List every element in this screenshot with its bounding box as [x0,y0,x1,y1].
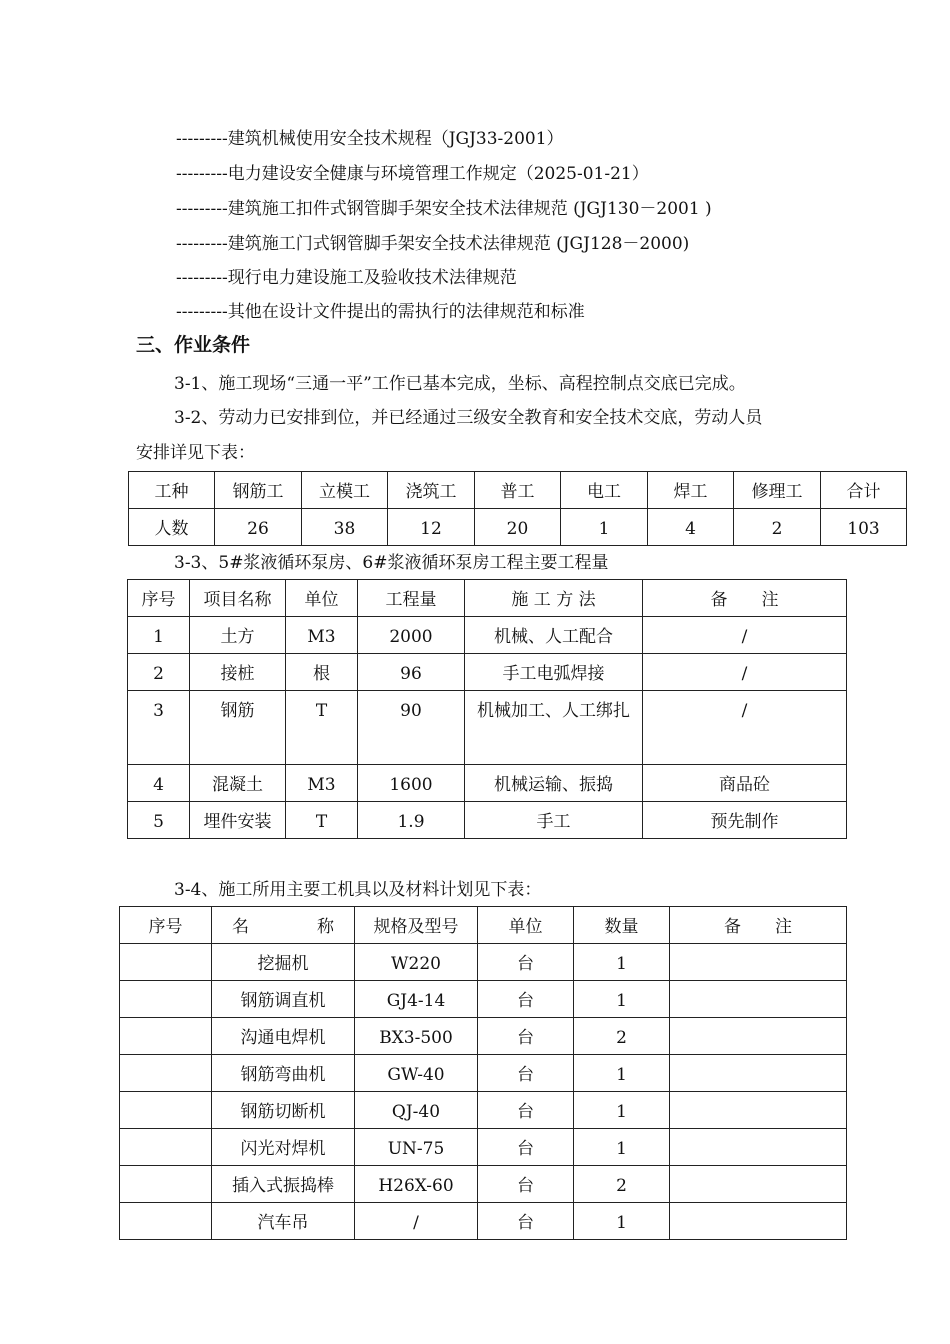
table-cell: 1 [574,1129,670,1166]
table-cell: 商品砼 [643,765,847,802]
table-cell: 台 [478,1166,574,1203]
table-cell: GJ4-14 [355,981,478,1018]
table-cell: 插入式振捣棒 [212,1166,355,1203]
table-cell: 1 [574,981,670,1018]
table-cell: 12 [388,509,475,546]
header-cell: 备 注 [670,907,847,944]
header-cell: 焊工 [648,472,734,509]
table-row [120,1018,847,1055]
table-cell: 1 [574,1092,670,1129]
table-cell: 1 [128,617,190,654]
table-row [129,509,907,546]
table-cell: UN-75 [355,1129,478,1166]
table-cell [120,1129,212,1166]
paragraph-3-2: 3-2、劳动力已安排到位，并已经通过三级安全教育和安全技术交底，劳动人员 [174,408,763,428]
table-cell [120,1018,212,1055]
table-cell: 4 [648,509,734,546]
table-row [120,1055,847,1092]
header-cell: 工程量 [358,580,465,617]
header-cell: 钢筋工 [215,472,302,509]
header-cell: 单位 [478,907,574,944]
table-cell: 机械加工、人工绑扎 [465,691,643,765]
table-cell: 20 [475,509,561,546]
standard-line: ---------电力建设安全健康与环境管理工作规定（2025-01-21） [176,164,649,184]
table-row [128,691,847,765]
table-cell: 汽车吊 [212,1203,355,1240]
table-header-row [120,907,847,944]
header-cell: 合计 [821,472,907,509]
header-cell: 施 工 方 法 [465,580,643,617]
table-cell [120,1092,212,1129]
header-cell: 电工 [561,472,648,509]
standard-line: ---------其他在设计文件提出的需执行的法律规范和标准 [176,302,585,322]
table-row [128,617,847,654]
standard-line: ---------建筑施工门式钢管脚手架安全技术法律规范 (JGJ128－2000) [176,234,690,254]
table-cell [670,1018,847,1055]
table-cell: T [286,691,358,765]
table-cell: 1600 [358,765,465,802]
header-cell: 立模工 [302,472,388,509]
standard-line: ---------建筑施工扣件式钢管脚手架安全技术法律规范 (JGJ130－2001 ) [176,199,712,219]
table-cell: 挖掘机 [212,944,355,981]
table-cell [120,1166,212,1203]
table-cell: 96 [358,654,465,691]
table-cell [120,1203,212,1240]
table-cell [120,944,212,981]
table-cell: 103 [821,509,907,546]
table-cell: 2 [128,654,190,691]
header-cell: 数量 [574,907,670,944]
table-cell: 台 [478,981,574,1018]
table-cell: 1 [574,1055,670,1092]
table-cell: 土方 [190,617,286,654]
table-cell: 5 [128,802,190,839]
table-cell: 1 [574,944,670,981]
table-cell [120,1055,212,1092]
table-cell: 钢筋弯曲机 [212,1055,355,1092]
table-row [120,981,847,1018]
table-header-row [128,580,847,617]
table-cell: 台 [478,1129,574,1166]
header-cell: 备 注 [643,580,847,617]
table-cell: 38 [302,509,388,546]
table-cell: 机械运输、振捣 [465,765,643,802]
table-cell: 1.9 [358,802,465,839]
table-cell: 1 [574,1203,670,1240]
table-cell: 台 [478,1018,574,1055]
header-cell: 浇筑工 [388,472,475,509]
table-row [120,1092,847,1129]
table-cell: 接桩 [190,654,286,691]
standard-line: ---------现行电力建设施工及验收技术法律规范 [176,268,517,288]
table-cell: 台 [478,944,574,981]
table-row [120,1166,847,1203]
section-heading: 三、作业条件 [136,334,251,356]
table-cell: 闪光对焊机 [212,1129,355,1166]
paragraph-3-3: 3-3、5#浆液循环泵房、6#浆液循环泵房工程主要工程量 [174,553,609,573]
standard-line: ---------建筑机械使用安全技术规程（JGJ33-2001） [176,129,564,149]
table-cell [670,1055,847,1092]
table-cell: / [643,654,847,691]
table-cell: BX3-500 [355,1018,478,1055]
table-cell: 2000 [358,617,465,654]
table-cell: 26 [215,509,302,546]
header-cell: 序号 [120,907,212,944]
table-header-row [129,472,907,509]
table-cell: QJ-40 [355,1092,478,1129]
header-cell: 名 称 [212,907,355,944]
table-cell: H26X-60 [355,1166,478,1203]
table-cell: 台 [478,1092,574,1129]
table-cell [670,1092,847,1129]
table-row [128,802,847,839]
table-cell: 2 [734,509,821,546]
table-cell: / [643,617,847,654]
table-cell: 混凝土 [190,765,286,802]
table-cell: 机械、人工配合 [465,617,643,654]
table-cell [670,1166,847,1203]
table-cell: W220 [355,944,478,981]
table-cell: / [355,1203,478,1240]
quantities-table [127,579,847,839]
table-cell: 根 [286,654,358,691]
table-cell: 手工 [465,802,643,839]
header-cell: 修理工 [734,472,821,509]
table-row [120,1203,847,1240]
equipment-table [119,906,847,1240]
header-cell: 单位 [286,580,358,617]
table-cell: 3 [128,691,190,765]
table-cell: T [286,802,358,839]
table-row [128,654,847,691]
table-cell [120,981,212,1018]
table-cell: / [643,691,847,765]
header-cell: 序号 [128,580,190,617]
paragraph-3-2-cont: 安排详见下表： [136,443,255,463]
table-cell: 90 [358,691,465,765]
table-row [120,944,847,981]
header-cell: 规格及型号 [355,907,478,944]
table-row [128,765,847,802]
table-cell [670,1203,847,1240]
labor-table [128,471,907,546]
table-cell: 4 [128,765,190,802]
table-cell: 台 [478,1203,574,1240]
table-cell: M3 [286,617,358,654]
table-cell: 沟通电焊机 [212,1018,355,1055]
table-cell: 预先制作 [643,802,847,839]
table-cell: M3 [286,765,358,802]
table-row [120,1129,847,1166]
table-cell: 手工电弧焊接 [465,654,643,691]
table-cell: 2 [574,1166,670,1203]
table-cell: 台 [478,1055,574,1092]
table-cell: 1 [561,509,648,546]
table-cell: 钢筋切断机 [212,1092,355,1129]
header-cell: 项目名称 [190,580,286,617]
header-cell: 工种 [129,472,215,509]
header-cell: 普工 [475,472,561,509]
table-cell: GW-40 [355,1055,478,1092]
table-cell [670,944,847,981]
table-cell: 人数 [129,509,215,546]
paragraph-3-1: 3-1、施工现场“三通一平”工作已基本完成，坐标、高程控制点交底已完成。 [174,374,746,394]
table-cell [670,981,847,1018]
table-cell: 钢筋 [190,691,286,765]
table-cell: 钢筋调直机 [212,981,355,1018]
table-cell [670,1129,847,1166]
table-cell: 2 [574,1018,670,1055]
paragraph-3-4: 3-4、施工所用主要工机具以及材料计划见下表： [174,880,542,900]
table-cell: 埋件安装 [190,802,286,839]
